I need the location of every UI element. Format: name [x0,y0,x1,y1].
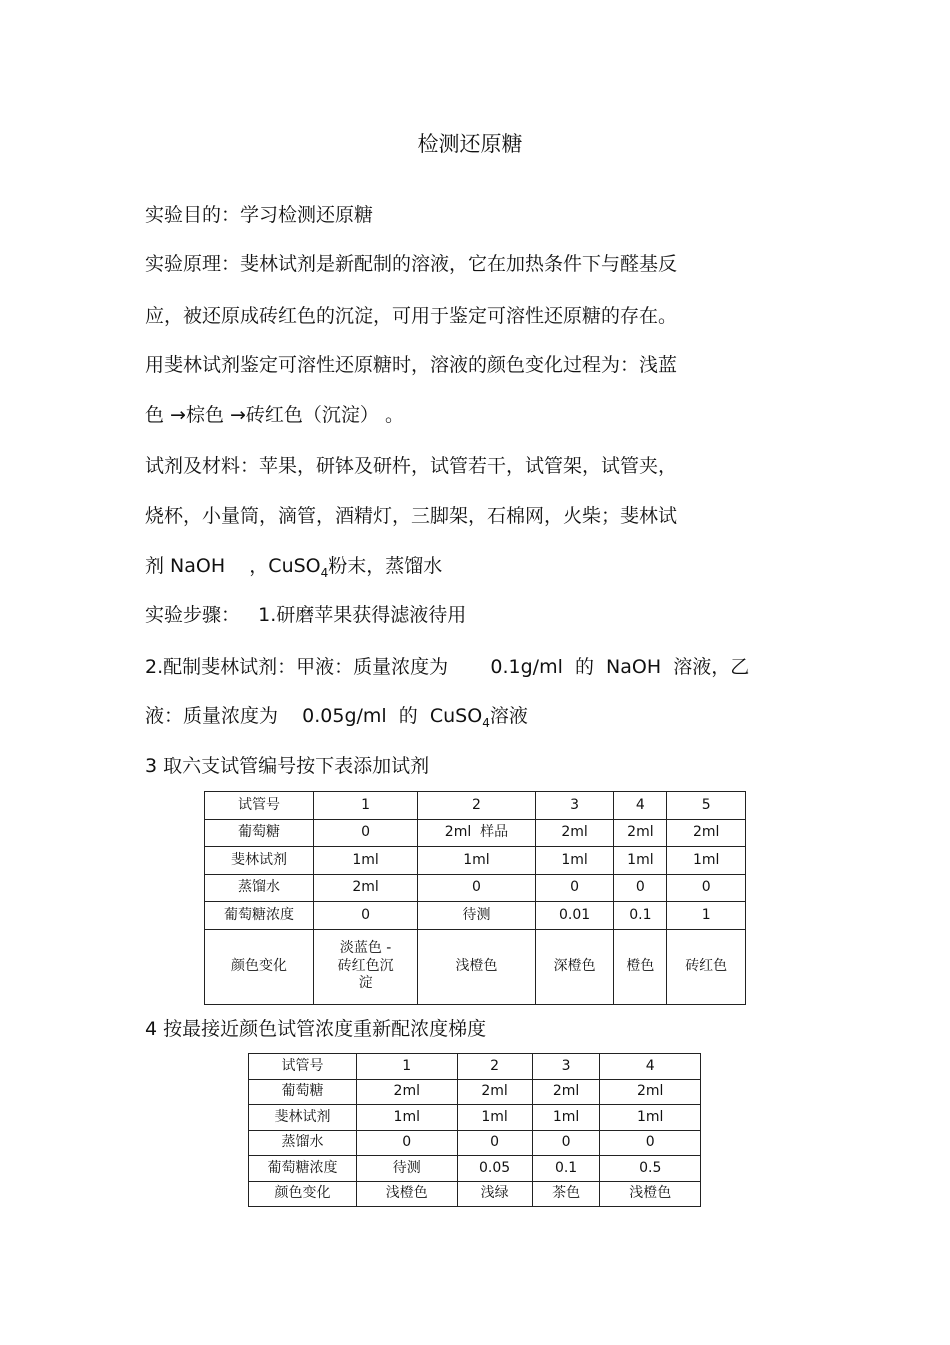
table-cell: 0 [532,1130,600,1156]
table-cell: 3 [535,792,614,820]
table-cell: 斐林试剂 [249,1105,357,1131]
table-cell: 4 [614,792,667,820]
table-cell: 1 [667,902,746,930]
step-2-line-1: 2.配制斐林试剂：甲液：质量浓度为 0.1g/ml 的 NaOH 溶液，乙 [145,656,750,678]
table-cell: 2ml [600,1079,701,1105]
table-cell: 蒸馏水 [205,874,314,902]
table-cell: 浅橙色 [600,1181,701,1207]
table-cell: 2ml [614,819,667,847]
table-cell: 蒸馏水 [249,1130,357,1156]
cell-line: 砖红色沉 [337,957,394,974]
table-cell: 0 [600,1130,701,1156]
table-cell: 葡萄糖浓度 [249,1156,357,1182]
table-cell: 0.01 [535,902,614,930]
table-cell: 斐林试剂 [205,847,314,875]
table-cell: 待测 [357,1156,458,1182]
principle-line-3: 用斐林试剂鉴定可溶性还原糖时，溶液的颜色变化过程为：浅蓝 [145,354,678,376]
table-header-row [249,1054,701,1080]
table-cell: 葡萄糖 [249,1079,357,1105]
table-row [249,1105,701,1131]
table-cell: 1 [357,1054,458,1080]
table-cell: 砖红色 [667,929,746,1004]
page-title: 检测还原糖 [417,132,523,156]
table-cell: 1ml [614,847,667,875]
table-cell: 0.1 [532,1156,600,1182]
table-cell: 葡萄糖 [205,819,314,847]
table-cell: 0.1 [614,902,667,930]
materials-line-2: 烧杯，小量筒，滴管，酒精灯，三脚架，石棉网，火柴；斐林试 [145,505,678,527]
table-cell: 试管号 [205,792,314,820]
table-cell: 颜色变化 [249,1181,357,1207]
materials-line-1: 试剂及材料：苹果，研钵及研杵，试管若干，试管架，试管夹， [145,455,678,477]
table-cell: 0 [357,1130,458,1156]
cell-line: 淀 [358,975,373,992]
table-row [249,1130,701,1156]
table-cell: 2ml [457,1079,532,1105]
table-cell: 葡萄糖浓度 [205,902,314,930]
table-cell: 2ml [535,819,614,847]
table-cell: 试管号 [249,1054,357,1080]
table-cell: 0 [314,902,418,930]
table-cell: 0.05 [457,1156,532,1182]
materials-line-3: 剂 NaOH ，CuSO$_4$粉末，蒸馏水 [145,555,443,580]
table-cell: 1ml [457,1105,532,1131]
table-cell: 1ml [357,1105,458,1131]
table-cell: 颜色变化 [205,929,314,1004]
table-cell: 0 [418,874,536,902]
reagent-table-1 [204,791,746,1005]
table-cell [314,929,418,1004]
table-cell: 0 [667,874,746,902]
table-cell: 浅橙色 [418,929,536,1004]
table-cell: 1ml [535,847,614,875]
principle-line-1: 实验原理：斐林试剂是新配制的溶液，它在加热条件下与醛基反 [145,253,678,275]
step-3: 3 取六支试管编号按下表添加试剂 [145,755,430,777]
reagent-table-2 [248,1053,701,1207]
step-1: 实验步骤： 1.研磨苹果获得滤液待用 [145,604,467,626]
table-cell: 1ml [667,847,746,875]
table-cell: 橙色 [614,929,667,1004]
table-row [205,819,746,847]
table-cell: 1 [314,792,418,820]
table-cell: 2ml [667,819,746,847]
table-row [205,902,746,930]
table-cell: 0 [614,874,667,902]
table-cell: 深橙色 [535,929,614,1004]
table-cell: 0 [535,874,614,902]
table-row [205,929,746,1004]
principle-line-4: 色 →棕色 →砖红色（沉淀） 。 [145,404,404,426]
table-cell: 0 [457,1130,532,1156]
table-cell: 0 [314,819,418,847]
table-cell: 2ml [357,1079,458,1105]
table-cell: 3 [532,1054,600,1080]
table-cell: 2 [457,1054,532,1080]
table-cell: 2ml 样品 [418,819,536,847]
table-cell: 1ml [418,847,536,875]
table-cell: 茶色 [532,1181,600,1207]
table-cell: 待测 [418,902,536,930]
table-cell: 5 [667,792,746,820]
table-cell: 1ml [314,847,418,875]
table-row [249,1079,701,1105]
purpose-line: 实验目的：学习检测还原糖 [145,204,374,226]
step-4: 4 按最接近颜色试管浓度重新配浓度梯度 [145,1018,487,1040]
table-cell: 1ml [532,1105,600,1131]
step-2-line-2: 液：质量浓度为 0.05g/ml 的 CuSO$_4$溶液 [145,705,528,730]
table-row [249,1181,701,1207]
cell-line: 淡蓝色 - [339,940,392,957]
table-cell: 1ml [600,1105,701,1131]
table-row [205,874,746,902]
table-cell: 0.5 [600,1156,701,1182]
table-row [205,847,746,875]
table-row [249,1156,701,1182]
table-cell: 2ml [314,874,418,902]
table-cell: 2 [418,792,536,820]
table-header-row [205,792,746,820]
table-cell: 4 [600,1054,701,1080]
table-cell: 浅橙色 [357,1181,458,1207]
table-cell: 2ml [532,1079,600,1105]
table-cell: 浅绿 [457,1181,532,1207]
principle-line-2: 应，被还原成砖红色的沉淀，可用于鉴定可溶性还原糖的存在。 [145,305,678,327]
